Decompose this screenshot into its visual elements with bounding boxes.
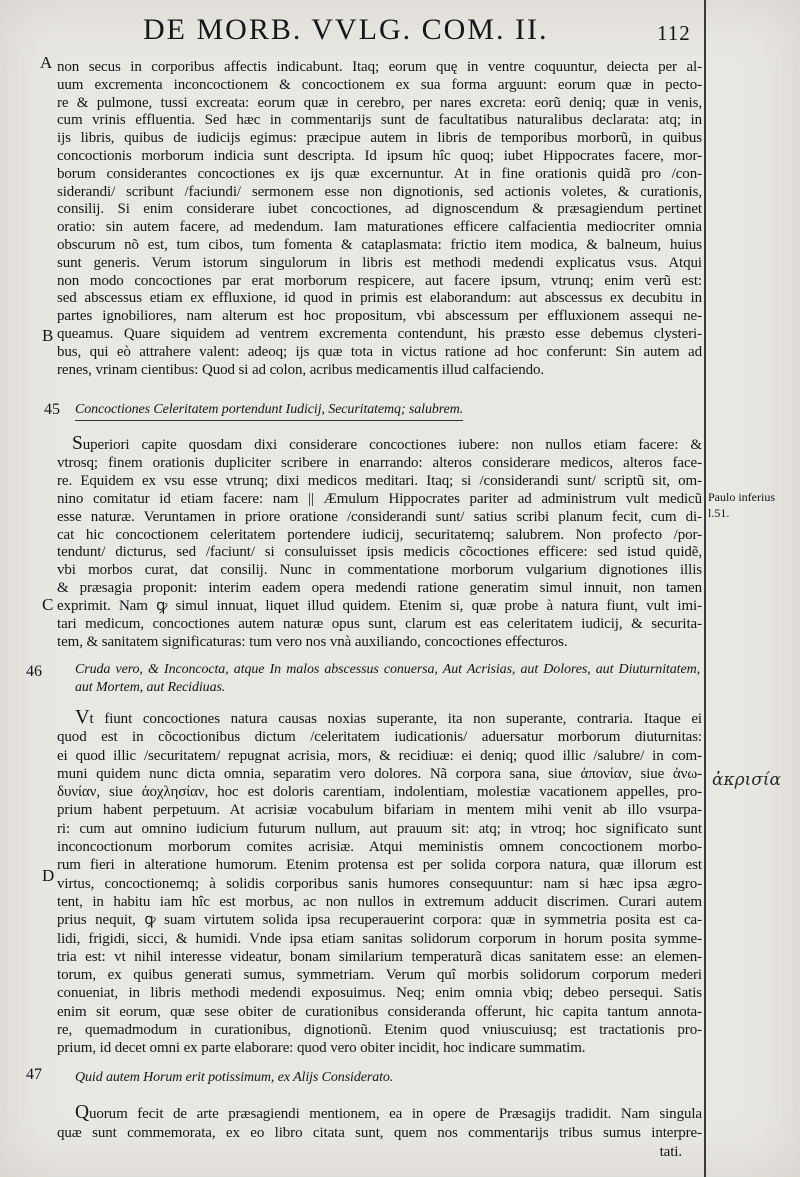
handwritten-annotation: ἀκρισία (712, 770, 782, 790)
commentary-paragraph (57, 59, 702, 379)
lemma-line: aut Mortem, aut Recidiuas. (75, 680, 226, 695)
lemma-line: Concoctiones Celeritatem portendunt Iudicij, Securitatemq; salubrem. (75, 401, 463, 421)
commentary-line: esse naturæ. Veruntamen in priore oratione /considerandi sunt/ satius scribi planum fecit, cum di- (57, 508, 702, 525)
margin-letter: A (40, 53, 53, 72)
commentary-line: Vt fiunt concoctiones natura causas noxias superante, ita non superante, contraria. Itaque ei (75, 706, 702, 728)
commentary-line: sed abscessus etiam ex effluxione, id quod in primis est elaborandum: aut abscessus ex decubitu in (57, 290, 702, 307)
commentary-line: tria est: vt nihil interesse videatur, bonam similarium temperaturã dicas sanitatem esse: an elemen- (57, 948, 702, 965)
commentary-line: uum excrementa inconcoctionem & concoctionem ex sua forma arguunt: eorum quæ in pecto- (57, 76, 702, 93)
commentary-line: δυνίαν, siue ἀοχλησίαν, hoc est doloris carentiam, indolentiam, molestiæ vacationem appelles, pro- (57, 784, 702, 801)
commentary-line: re & pulmone, tussi excreata: eorum quæ in cerebro, per nares excreta: eorũ deniq; quæ in venis, (57, 94, 702, 111)
lemma-number: 47 (26, 1066, 42, 1083)
commentary-line: Quorum fecit de arte præsagiendi mentionem, ea in opere de Præsagijs tradidit. Nam singula (75, 1102, 702, 1123)
commentary-line: quod est in cõcoctionibus dictum /celeritatem iudicationis/ aduersatur morborum diuturnitas: (57, 729, 702, 746)
commentary-line: torum, ex quibus generati sumus, symmetriam. Verum quî morbis solidorum corporum mederi (57, 967, 702, 984)
lemma-line: Quid autem Horum erit potissimum, ex Alijs Considerato. (75, 1070, 394, 1085)
commentary-line: ijs libris, quibus de iudicijs egimus: præcipue autem in libris de temporibus morborũ, in quibus (57, 130, 702, 147)
commentary-line: borum considerantes concoctiones ex ijs quæ excernuntur. At in fine orationis quidã pro /con- (57, 165, 702, 182)
commentary-line: virtus, concoctionemq; à solidis corporibus sanis humores consequuntur: nam si hæc ipsa ægro- (57, 875, 702, 892)
lemma-heading (75, 400, 700, 421)
commentary-paragraph (57, 1103, 702, 1162)
marginal-note: Paulo inferius (708, 490, 775, 504)
commentary-line: inconcoctionum morborum comites acrisiæ. Atqui meministis omnem concoctionem morbo- (57, 839, 702, 856)
commentary-line: conueniat, in libris methodi medendi exposuimus. Neq; enim omnia vbiq; debeo persequi. Satis (57, 985, 702, 1002)
lemma-number: 45 (44, 401, 60, 418)
commentary-line: tem, & sanitatem significaturas: tum vero nos vnà auxiliando, concoctiones effecturos. (57, 633, 568, 650)
lemma-heading (75, 661, 700, 697)
commentary-line: siderandi/ scribunt /faciundi/ sermonem esse non dignotionis, sed actionis voletes, & curationis, (57, 183, 702, 200)
commentary-paragraph (57, 435, 702, 652)
commentary-line: tendunt/ dicturus, sed /faciunt/ si consuluisset ipsis medicis cõcoctiones efficere: sed istud quidẽ, (57, 544, 702, 561)
commentary-line: lidi, frigidi, sicci, & humidi. Vnde ipsa etiam sanitas solidorum corporum in horum posita symme- (57, 930, 702, 947)
commentary-line: tari medicum, concoctiones autem naturæ opus sunt, clarum est eas celeritatem iudicij, & securita- (57, 616, 702, 633)
commentary-line: prius nequit, ꝙ suam virtutem solida ipsa recuperauerint corpora: quæ in symmetria posita est ca- (57, 912, 702, 929)
commentary-line: tati. (659, 1144, 682, 1160)
commentary-line: consilij. Si enim considerare iubet concoctiones, ad dignoscendum & præsagiendum pertinet (57, 201, 702, 218)
commentary-line: rum fieri in alteratione humorum. Etenim protensa est per solida corpora natura, quæ illorum est (57, 857, 702, 874)
commentary-line: re. Equidem ex vsu esse vtrunq; dixi medicos meditari. Itaq; si /considerandi sunt/ scriptũ sit, om- (57, 472, 702, 489)
commentary-line: muni quidem nunc dicta omnia, separatim vero dolores. Nã corpora sana, siue ἀπονίαν, siue ἀνω- (57, 765, 702, 782)
running-head: DE MORB. VVLG. COM. II. (143, 13, 549, 46)
marginal-note: l.51. (708, 506, 730, 520)
lemma-line: Cruda vero, & Inconcocta, atque In malos abscessus conuersa, Aut Acrisias, aut Dolores, aut Diuturnitatem, (75, 662, 700, 677)
margin-letter: C (42, 595, 54, 614)
margin-letter: B (42, 326, 54, 345)
commentary-line: re, quemadmodum in curationibus, dignotionũ. Etenim quod vniuscuiusq; est tractationis pro- (57, 1022, 702, 1039)
commentary-line: ri: cum aut omnino iudicium futurum nullum, aut prauum sit: atq; in vtroq; hoc significato sunt (57, 820, 702, 837)
commentary-line: Superiori capite quosdam dixi considerare concoctiones iubere: non nullos etiam facere: & (72, 433, 702, 454)
commentary-paragraph (57, 708, 702, 1058)
commentary-line: renes, vrinam cientibus: Quod si ad colon, acribus medicamentis illud calfaciendo. (57, 361, 545, 378)
commentary-line: prium habent perpetuum. At acrisiæ vocabulum bifariam in mentem mihi venit ab illo vsurpa- (57, 802, 702, 819)
commentary-line: bus, qui eò attrahere valent: adeoq; ijs quæ tota in victus ratione ad hoc conferunt: Sin autem ad (57, 343, 702, 360)
commentary-line: queamus. Quare siquidem ad ventrem excrementa contendunt, his præsto esse debemus clysteri- (57, 325, 702, 342)
commentary-line: sunt generis. Verum istorum singulorum in libris est methodi medendi explicatus vsus. Atqui (57, 254, 702, 271)
commentary-line: oratio: sin autem facere, ad medendum. Iam maturationes efficere calfacientia mediocriter omnia (57, 219, 702, 236)
commentary-line: concoctionis morborum indicia sunt descripta. Id ipsum hîc quoq; iubet Hippocrates facere, mor- (57, 147, 702, 164)
commentary-line: cum vrinis effluentia. Sed hæc in commentarijs sunt de facultatibus naturalibus declarata: atq; in (57, 112, 702, 129)
commentary-line: tent, in habitu iam hîc est morbus, ac non nullos in extremum adducit discrimen. Curari autem (57, 893, 702, 910)
commentary-line: non modo concoctiones par erat morborum respicere, aut facere ipsum, vtrunq; enim verũ est: (57, 272, 702, 289)
margin-letter: D (42, 866, 55, 885)
commentary-line: vbi morbos curat, dat consilij. Nunc in commentatione morborum vulgarium dignotiones illis (57, 562, 702, 579)
margin-rule (704, 0, 706, 1177)
commentary-line: nino comitatur id etiam facere: nam || Æmulum Hippocrates pariter ad administrum vult medicũ (57, 490, 702, 507)
commentary-line: partes ignobiliores, nam alterum est hoc propositum, vbi abscessum per effluxionem assequi ne- (57, 308, 702, 325)
commentary-line: obscurum nõ est, tum cibos, tum fomenta & cataplasmata: frictio item modica, & balneum, huius (57, 236, 702, 253)
lemma-number: 46 (26, 663, 42, 680)
commentary-line: ei quod illic /securitatem/ repugnat acrisia, mors, & recidiuæ: ei deniq; quod illic /salubre/ in com- (57, 747, 702, 764)
page-number: 112 (657, 21, 691, 45)
commentary-line: quæ sunt commemorata, ex eo libro citata sunt, quem nos commentarijs tribus sumus interpre- (57, 1125, 702, 1141)
commentary-line: vtrosq; finem orationis dupliciter scribere in enarrando: alteros considerare medicos, alteros face- (57, 454, 702, 471)
commentary-line: exprimit. Nam ꝙ simul innuat, liquet illud quidem. Etenim si, quæ probe à natura fiunt, vult imi- (57, 598, 702, 615)
commentary-line: enim sit eorum, quæ sese obiter de curationibus consideranda offerunt, hic capita tantum annota- (57, 1003, 702, 1020)
commentary-line: & præsagia proponit: interim eadem opera medendi ratione generatim simul innuit, non tamen (57, 580, 702, 597)
commentary-line: non secus in corporibus affectis indicabunt. Itaq; eorum quę in ventre coquuntur, deiecta per al- (57, 59, 702, 75)
commentary-line: prium, id decet omni ex parte elaborare: quod vero obiter incidit, hoc indicare summatim. (57, 1040, 586, 1057)
lemma-heading (75, 1069, 700, 1087)
commentary-line: cat hic concoctionem celeritatem portendere iudicij, securitatemq; salubrem. Non profecto /por- (57, 526, 702, 543)
